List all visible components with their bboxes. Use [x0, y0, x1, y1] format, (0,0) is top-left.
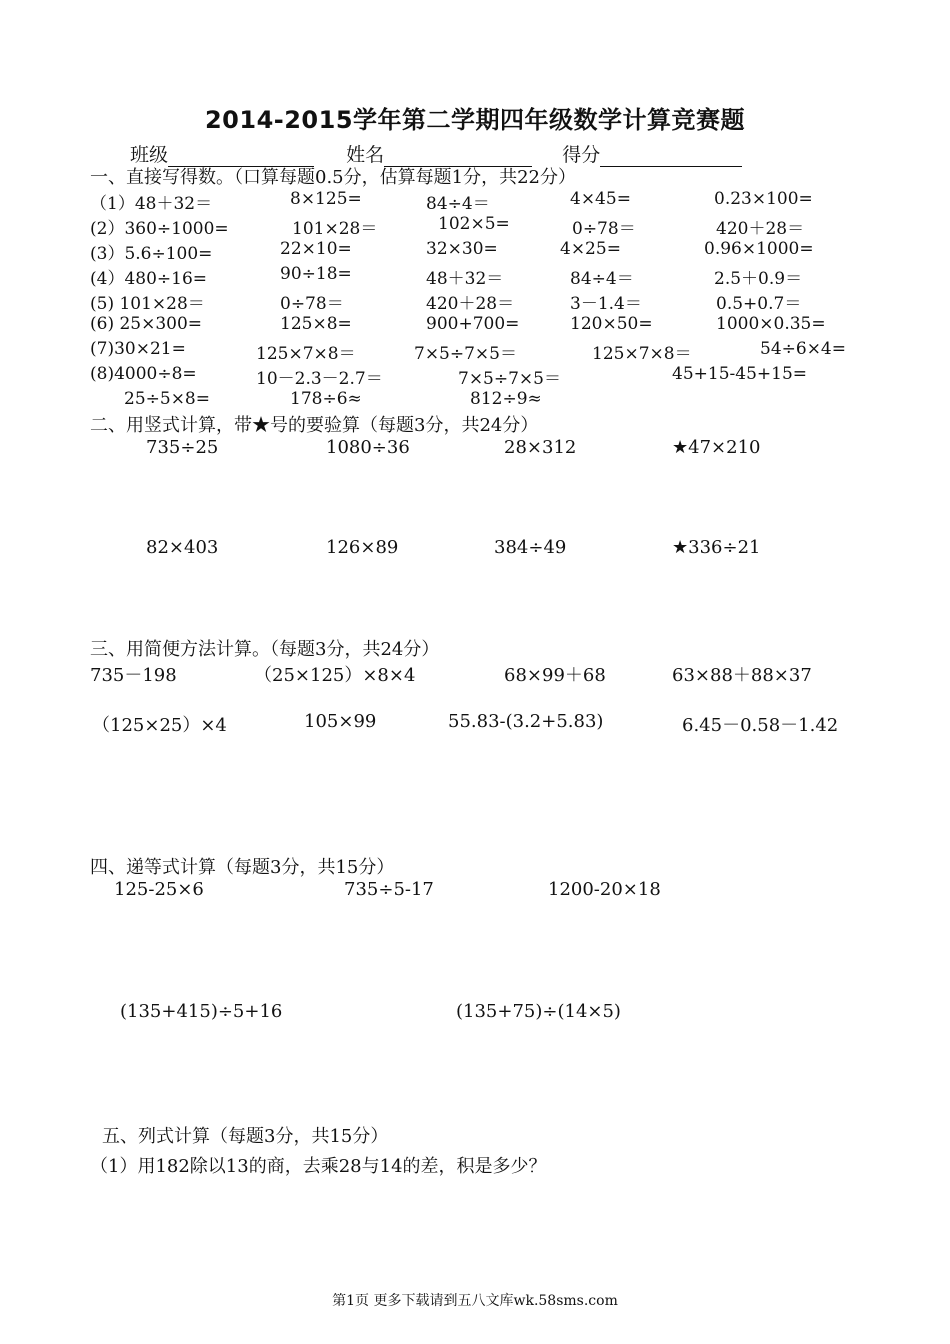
s5-question-1: （1）用182除以13的商，去乘28与14的差，积是多少？ — [90, 1156, 547, 1177]
s1-item: 101×28＝ — [292, 219, 378, 239]
s1-item: 48＋32＝ — [426, 269, 504, 289]
s3-problem: 55.83-(3.2+5.83) — [448, 711, 604, 732]
s1-item: 125×8= — [280, 314, 352, 334]
s4-problem: 125-25×6 — [114, 879, 204, 900]
s2-problem: 1080÷36 — [326, 437, 410, 458]
s1-item: 2.5＋0.9＝ — [714, 269, 803, 289]
s1-item: 900+700= — [426, 314, 520, 334]
class-label: 班级 — [130, 144, 169, 166]
section1-heading: 一、直接写得数。（口算每题0.5分，估算每题1分，共22分） — [90, 167, 576, 188]
page-footer: 第1页 更多下载请到五八文库wk.58sms.com — [332, 1293, 618, 1309]
s1-item: 25÷5×8= — [124, 389, 210, 409]
s1-item: 0÷78＝ — [280, 294, 344, 314]
section5-heading: 五、列式计算（每题3分，共15分） — [102, 1126, 389, 1147]
s3-problem: （125×25）×4 — [92, 715, 227, 736]
s3-problem: 105×99 — [304, 711, 377, 732]
s1-item: 84÷4＝ — [570, 269, 634, 289]
s1-item: (2）360÷1000= — [90, 219, 229, 239]
s1-item: 4×45= — [570, 189, 631, 209]
s1-item: 125×7×8＝ — [256, 344, 356, 364]
s1-item: 84÷4＝ — [426, 194, 490, 214]
s1-item: 178÷6≈ — [290, 389, 362, 409]
s2-problem: ★336÷21 — [672, 537, 761, 558]
s1-item: 7×5÷7×5＝ — [458, 369, 561, 389]
s2-problem: 82×403 — [146, 537, 219, 558]
score-label: 得分 — [562, 144, 601, 166]
s1-item: (5) 101×28＝ — [90, 294, 205, 314]
s1-item: 812÷9≈ — [470, 389, 542, 409]
s3-problem: 6.45－0.58－1.42 — [682, 715, 839, 736]
s1-item: (3）5.6÷100= — [90, 244, 213, 264]
s1-item: （1）48＋32＝ — [90, 194, 213, 214]
s1-item: 0.5+0.7＝ — [716, 294, 802, 314]
s1-item: 420＋28＝ — [716, 219, 805, 239]
s1-item: 1000×0.35= — [716, 314, 826, 334]
s1-item: 22×10= — [280, 239, 352, 259]
s1-item: 90÷18= — [280, 264, 352, 284]
section4-heading: 四、递等式计算（每题3分，共15分） — [90, 857, 395, 878]
s1-item: 4×25= — [560, 239, 621, 259]
page-title: 2014-2015学年第二学期四年级数学计算竞赛题 — [204, 106, 746, 134]
score-blank[interactable] — [600, 146, 742, 167]
s1-item: 120×50= — [570, 314, 653, 334]
s1-item: 125×7×8＝ — [592, 344, 692, 364]
section3-heading: 三、用简便方法计算。（每题3分，共24分） — [90, 639, 440, 660]
section2-heading: 二、用竖式计算，带★号的要验算（每题3分，共24分） — [90, 415, 539, 436]
s4-problem: 735÷5-17 — [344, 879, 434, 900]
s2-problem: 126×89 — [326, 537, 399, 558]
s4-problem: 1200-20×18 — [548, 879, 661, 900]
s1-item: 45+15-45+15= — [672, 364, 808, 384]
s3-problem: （25×125）×8×4 — [254, 665, 416, 686]
s1-item: (7)30×21= — [90, 339, 186, 359]
s4-problem: (135+415)÷5+16 — [120, 1001, 283, 1022]
s3-problem: 735－198 — [90, 665, 177, 686]
s2-problem: 28×312 — [504, 437, 577, 458]
name-label: 姓名 — [346, 144, 385, 166]
s1-item: 0.96×1000= — [704, 239, 814, 259]
s1-item: 7×5÷7×5＝ — [414, 344, 517, 364]
s4-problem: (135+75)÷(14×5) — [456, 1001, 621, 1022]
s2-problem: ★47×210 — [672, 437, 761, 458]
s1-item: (6) 25×300= — [90, 314, 203, 334]
s2-problem: 735÷25 — [146, 437, 219, 458]
s3-problem: 63×88＋88×37 — [672, 665, 812, 686]
s1-item: 102×5= — [438, 214, 510, 234]
s1-item: 8×125= — [290, 189, 362, 209]
s1-item: (4）480÷16= — [90, 269, 208, 289]
s1-item: (8)4000÷8= — [90, 364, 197, 384]
s1-item: 10－2.3－2.7＝ — [256, 369, 383, 389]
s3-problem: 68×99＋68 — [504, 665, 606, 686]
s2-problem: 384÷49 — [494, 537, 567, 558]
s1-item: 0÷78＝ — [572, 219, 636, 239]
s1-item: 54÷6×4= — [760, 339, 846, 359]
s1-item: 0.23×100= — [714, 189, 813, 209]
s1-item: 420＋28＝ — [426, 294, 515, 314]
s1-item: 32×30= — [426, 239, 498, 259]
s1-item: 3－1.4＝ — [570, 294, 642, 314]
